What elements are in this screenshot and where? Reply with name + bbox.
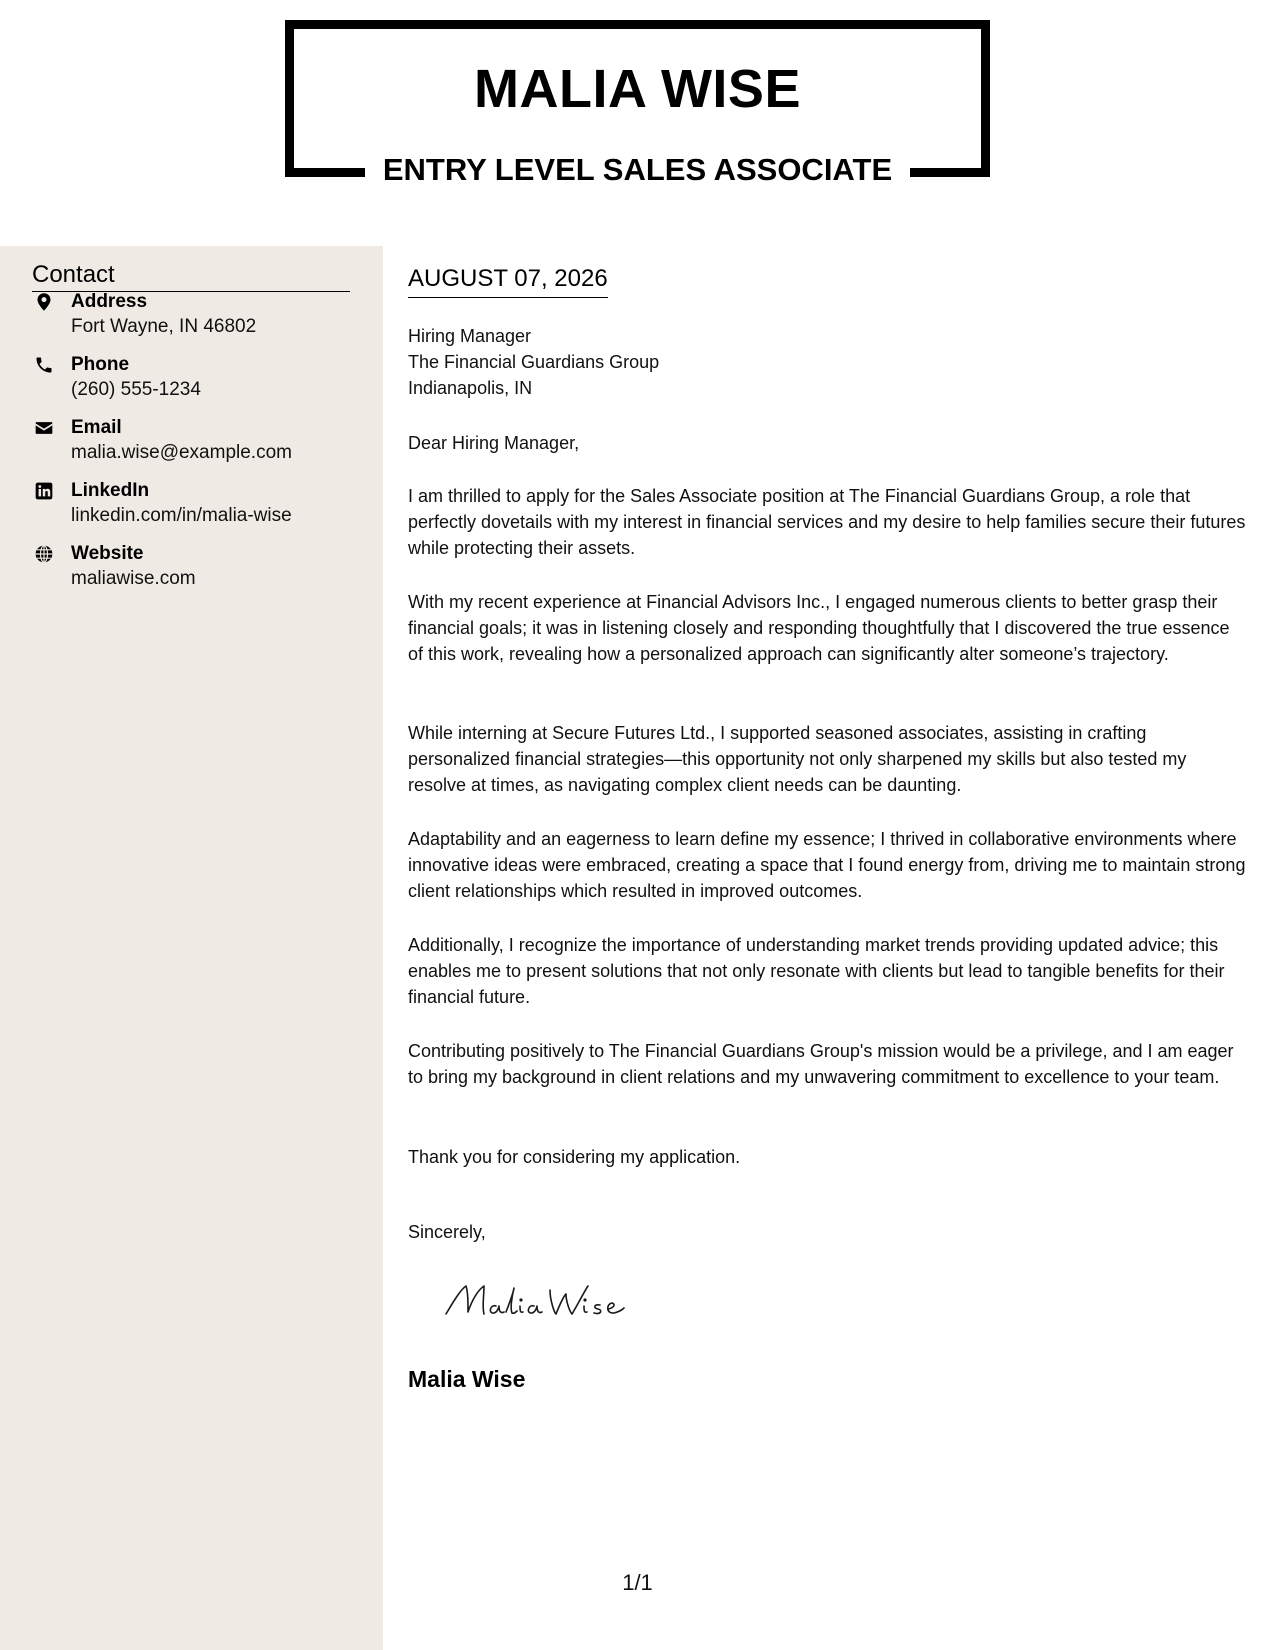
map-pin-icon <box>32 291 56 315</box>
recipient-block <box>408 323 659 401</box>
contact-label: LinkedIn <box>71 480 150 501</box>
linkedin-icon <box>32 480 56 504</box>
signed-name: Malia Wise <box>408 1366 526 1392</box>
contact-label: Website <box>71 543 144 564</box>
contact-label: Phone <box>71 354 130 375</box>
contact-value: maliawise.com <box>71 568 196 589</box>
contact-value: Fort Wayne, IN 46802 <box>71 316 257 337</box>
applicant-name: MALIA WISE <box>474 59 801 119</box>
recipient-line: Indianapolis, IN <box>408 378 533 398</box>
handwritten-signature <box>438 1276 638 1326</box>
contact-label: Email <box>71 417 122 438</box>
contact-value: (260) 555-1234 <box>71 379 201 400</box>
page-number: 1/1 <box>622 1570 653 1595</box>
closing: Sincerely, <box>408 1222 486 1242</box>
envelope-icon <box>32 417 56 441</box>
letter-paragraph: Contributing positively to The Financial Guardians Group's mission would be a privilege, and I am eager to bring my background in client relations and my unwavering commitment to excellence to your team. <box>408 1041 1234 1088</box>
contact-value: linkedin.com/in/malia-wise <box>71 505 292 526</box>
letter-paragraph: I am thrilled to apply for the Sales Associate position at The Financial Guardians Group, a role that perfectly dovetails with my interest in financial services and my desire to help families secure their futures while protecting their assets. <box>408 486 1246 559</box>
globe-icon <box>32 543 56 567</box>
header-frame-top <box>285 20 990 29</box>
letter-paragraph: Adaptability and an eagerness to learn define my essence; I thrived in collaborative environments where innovative ideas were embraced, creating a space that I found energy from, driving me to maintain strong client relationships which resulted in improved outcomes. <box>408 829 1246 902</box>
contact-sidebar <box>0 246 383 1650</box>
greeting: Dear Hiring Manager, <box>408 433 580 453</box>
contact-value: malia.wise@example.com <box>71 442 292 463</box>
letter-paragraph: With my recent experience at Financial Advisors Inc., I engaged numerous clients to better grasp their financial goals; it was in listening closely and responding thoughtfully that I discovered the true essence of this work, revealing how a personalized approach can significantly alter someone’s trajectory. <box>408 592 1230 665</box>
contact-label: Address <box>71 291 148 312</box>
letter-paragraph: Thank you for considering my application. <box>408 1147 741 1167</box>
letter-header <box>0 0 1275 245</box>
phone-icon <box>32 354 56 378</box>
letter-paragraph: While interning at Secure Futures Ltd., I supported seasoned associates, assisting in crafting personalized financial strategies—this opportunity not only sharpened my skills but also tested my resolve at times, as navigating complex client needs can be daunting. <box>408 723 1187 796</box>
contact-heading: Contact <box>32 261 350 292</box>
recipient-line: The Financial Guardians Group <box>408 352 660 372</box>
recipient-line: Hiring Manager <box>408 326 532 346</box>
letter-date: AUGUST 07, 2026 <box>408 265 608 298</box>
job-title: ENTRY LEVEL SALES ASSOCIATE <box>382 152 893 187</box>
letter-paragraph: Additionally, I recognize the importance of understanding market trends providing updated advice; this enables me to present solutions that not only resonate with clients but lead to tangible benefits for their financial future. <box>408 935 1225 1008</box>
